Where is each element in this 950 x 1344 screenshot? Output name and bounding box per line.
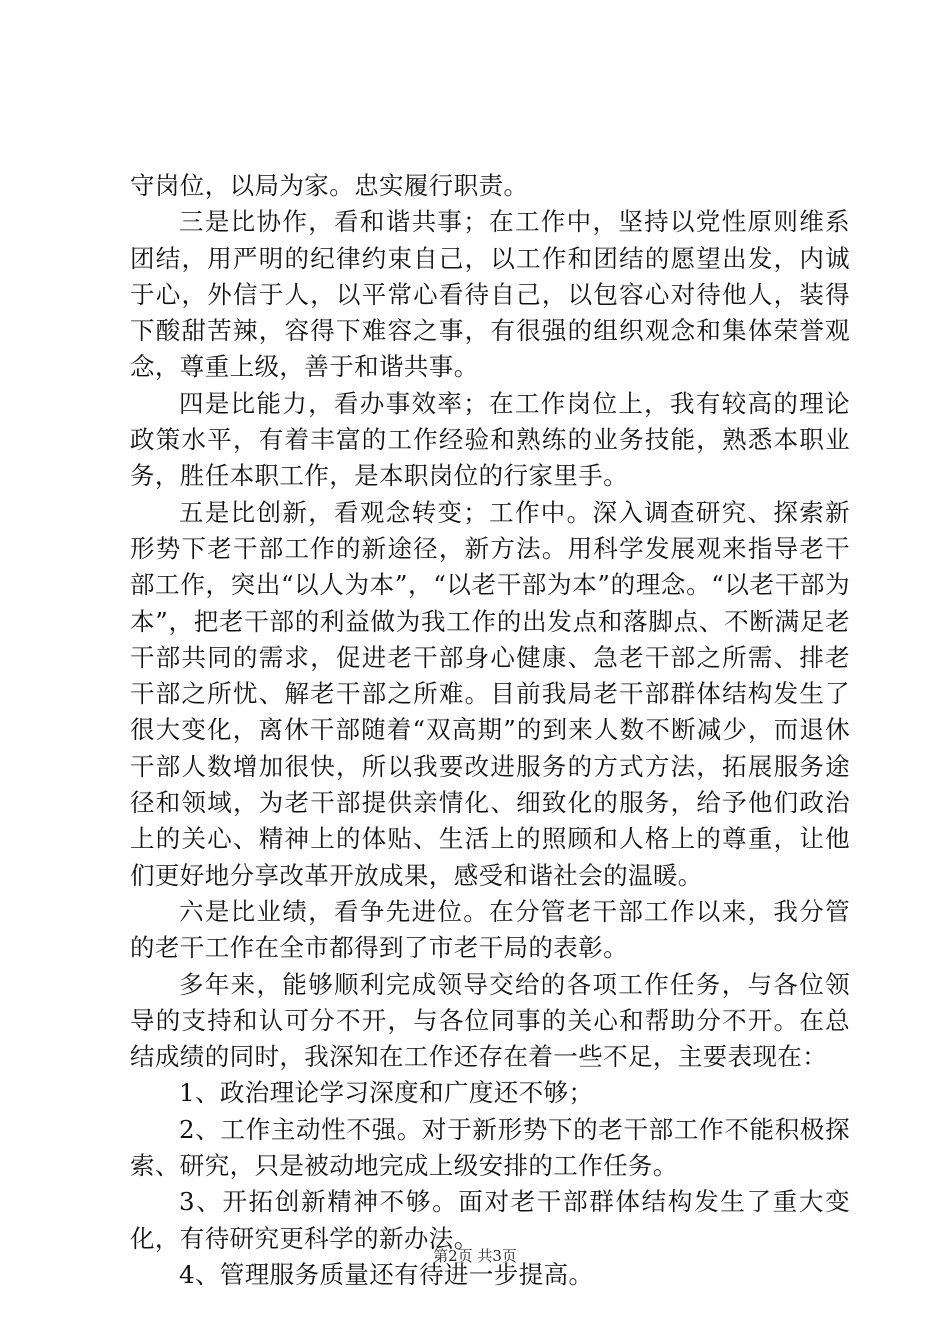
paragraph-2: 三是比协作，看和谐共事；在工作中，坚持以党性原则维系团结，用严明的纪律约束自己，以工作和团结的愿望出发，内诚于心，外信于人，以平常心看待自己，以包容心对待他人，装得下酸甜苦辣，容得下难容之事，有很强的组织观念和集体荣誉观念，尊重上级，善于和谐共事。: [130, 207, 850, 382]
document-body: [130, 168, 850, 1293]
list-item-3: 3、开拓创新精神不够。面对老干部群体结构发生了重大变化，有待研究更科学的新办法。: [130, 1187, 850, 1253]
paragraph-3: 四是比能力，看办事效率；在工作岗位上，我有较高的理论政策水平，有着丰富的工作经验和熟练的业务技能，熟悉本职业务，胜任本职工作，是本职岗位的行家里手。: [130, 388, 850, 491]
list-item-1: 1、政治理论学习深度和广度还不够；: [179, 1078, 594, 1108]
page-footer: [0, 1245, 950, 1266]
paragraph-5: 六是比业绩，看争先进位。在分管老干部工作以来，我分管的老干工作在全市都得到了市老干局的表彰。: [130, 896, 850, 963]
paragraph-1: 守岗位，以局为家。忠实履行职责。: [130, 171, 529, 200]
paragraph-6: 多年来，能够顺利完成领导交给的各项工作任务，与各位领导的支持和认可分不开，与各位同事的关心和帮助分不开。在总结成绩的同时，我深知在工作还存在着一些不足，主要表现在：: [130, 969, 850, 1072]
list-item-4: 4、管理服务质量还有待进一步提高。: [179, 1259, 594, 1289]
list-item-2: 2、工作主动性不强。对于新形势下的老干部工作不能积极探索、研究，只是被动地完成上级安排的工作任务。: [130, 1114, 850, 1181]
page-number-label: 第2页 共3页: [433, 1247, 517, 1265]
paragraph-4: 五是比创新，看观念转变；工作中。深入调查研究、探索新形势下老干部工作的新途径，新方法。用科学发展观来指导老干部工作，突出“以人为本”，“以老干部为本”的理念。“以老干部为本”，把老干部的利益做为我工作的出发点和落脚点、不断满足老干部共同的需求，促进老干部身心健康、急老干部之所需、排老干部之所忧、解老干部之所难。目前我局老干部群体结构发生了很大变化，离休干部随着“双高期”的到来人数不断减少，而退休干部人数增加很快，所以我要改进服务的方式方法，拓展服务途径和领域，为老干部提供亲情化、细致化的服务，给予他们政治上的关心、精神上的体贴、生活上的照顾和人格上的尊重，让他们更好地分享改革开放成果，感受和谐社会的温暖。: [130, 497, 850, 890]
